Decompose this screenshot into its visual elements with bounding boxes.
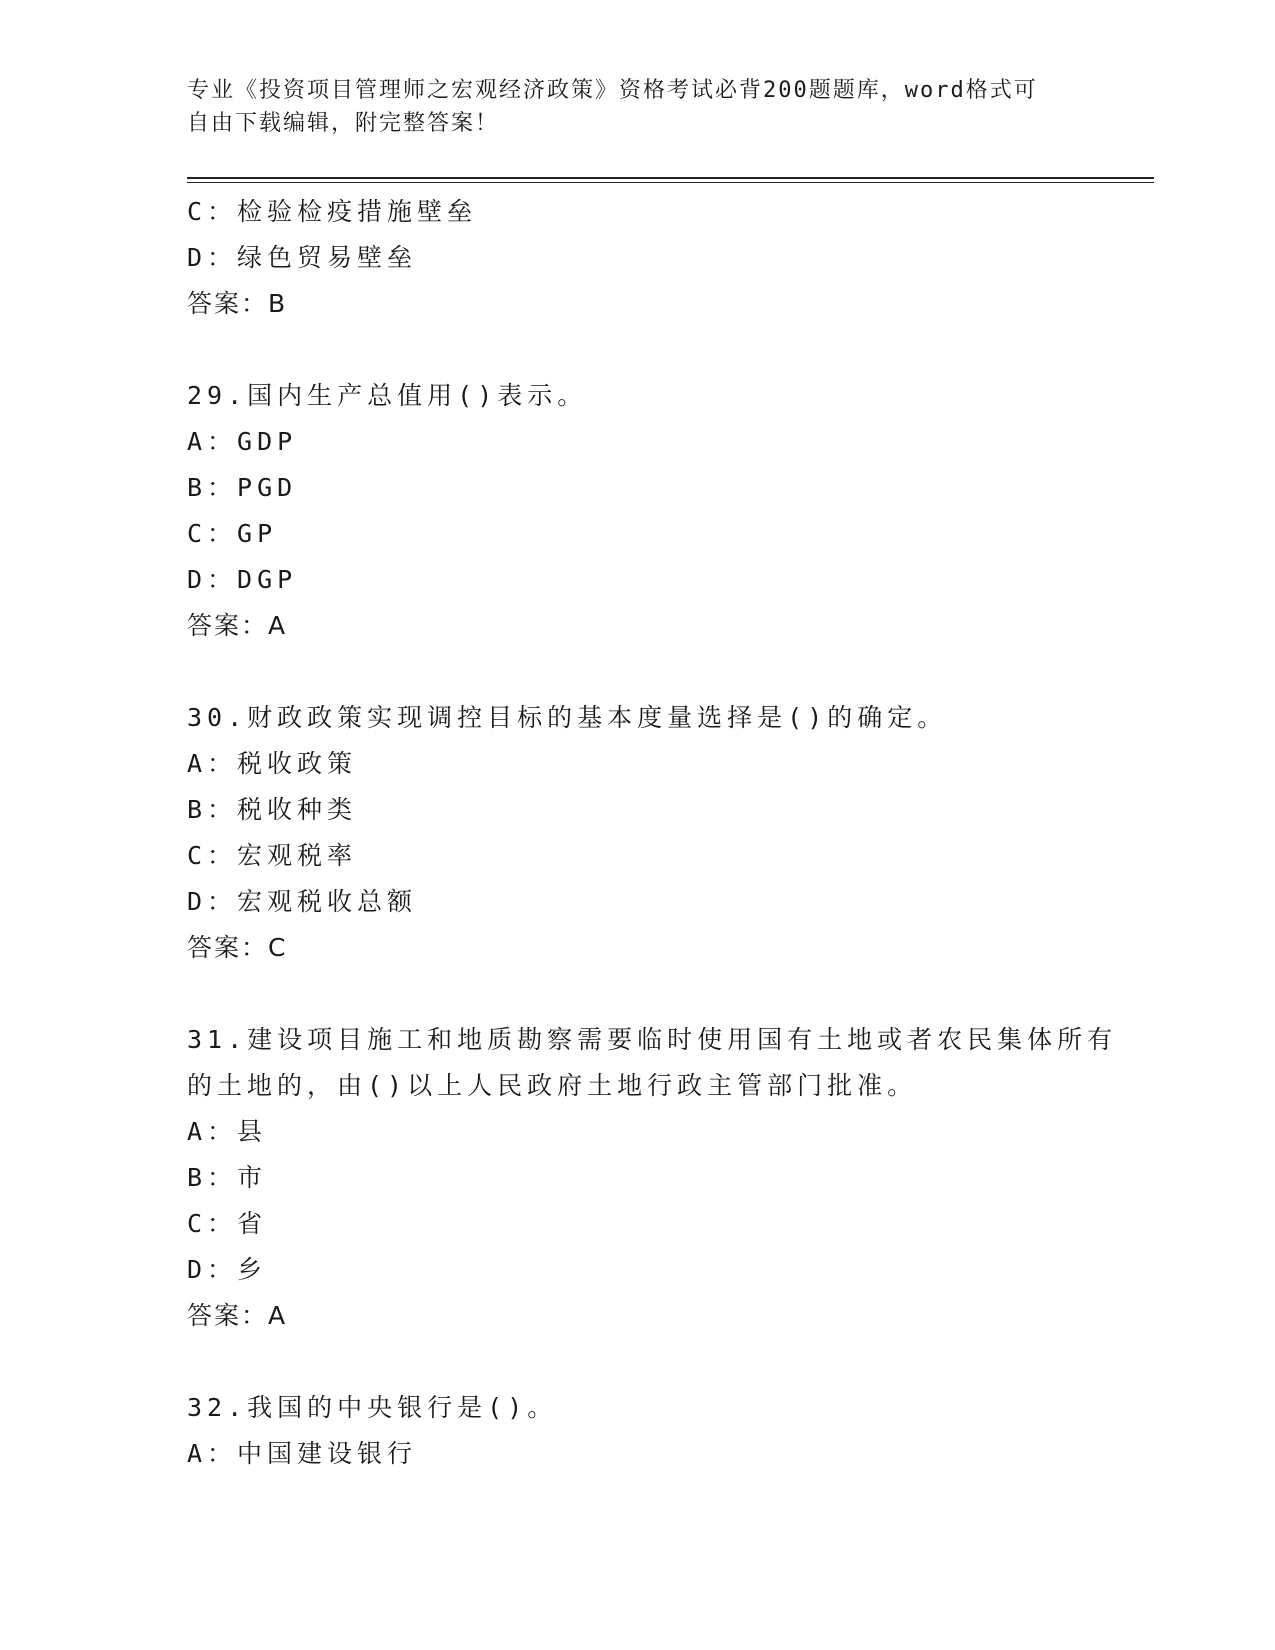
question-28-tail [187, 189, 1087, 327]
option-a: A：GDP [187, 427, 298, 456]
header-line-2: 自由下载编辑，附完整答案！ [187, 111, 500, 136]
answer: 答案：C [187, 933, 288, 962]
question-stem: 32.我国的中央银行是()。 [187, 1393, 558, 1422]
option-c: C：GP [187, 519, 278, 548]
question-29 [187, 373, 1087, 649]
spacer [187, 1339, 1087, 1385]
question-stem: 30.财政政策实现调控目标的基本度量选择是()的确定。 [187, 703, 948, 732]
option-c: C：检验检疫措施壁垒 [187, 197, 478, 226]
option-b: B：PGD [187, 473, 298, 502]
header-divider-thin [187, 182, 1154, 183]
option-d: D：DGP [187, 565, 298, 594]
header-line-1: 专业《投资项目管理师之宏观经济政策》资格考试必背200题题库，word格式可 [187, 78, 1038, 103]
question-stem: 29.国内生产总值用()表示。 [187, 381, 588, 410]
answer: 答案：B [187, 289, 288, 318]
option-b: B：税收种类 [187, 795, 358, 824]
option-b: B：市 [187, 1163, 268, 1192]
spacer [187, 327, 1087, 373]
option-d: D：乡 [187, 1255, 268, 1284]
option-c: C：宏观税率 [187, 841, 358, 870]
question-stem-line-2: 的土地的，由()以上人民政府土地行政主管部门批准。 [187, 1071, 918, 1100]
question-list [187, 189, 1118, 1477]
option-a: A：中国建设银行 [187, 1439, 418, 1468]
answer: 答案：A [187, 611, 288, 640]
question-30 [187, 695, 1087, 971]
spacer [187, 971, 1087, 1017]
header-divider-thick [187, 177, 1154, 179]
question-31 [187, 1017, 1118, 1339]
answer: 答案：A [187, 1301, 288, 1330]
option-a: A：税收政策 [187, 749, 358, 778]
option-c: C：省 [187, 1209, 268, 1238]
document-header [187, 74, 1067, 140]
option-a: A：县 [187, 1117, 268, 1146]
spacer [187, 649, 1087, 695]
option-d: D：宏观税收总额 [187, 887, 418, 916]
question-32 [187, 1385, 1087, 1477]
question-stem-line-1: 31.建设项目施工和地质勘察需要临时使用国有土地或者农民集体所有 [187, 1025, 1118, 1054]
option-d: D：绿色贸易壁垒 [187, 243, 418, 272]
